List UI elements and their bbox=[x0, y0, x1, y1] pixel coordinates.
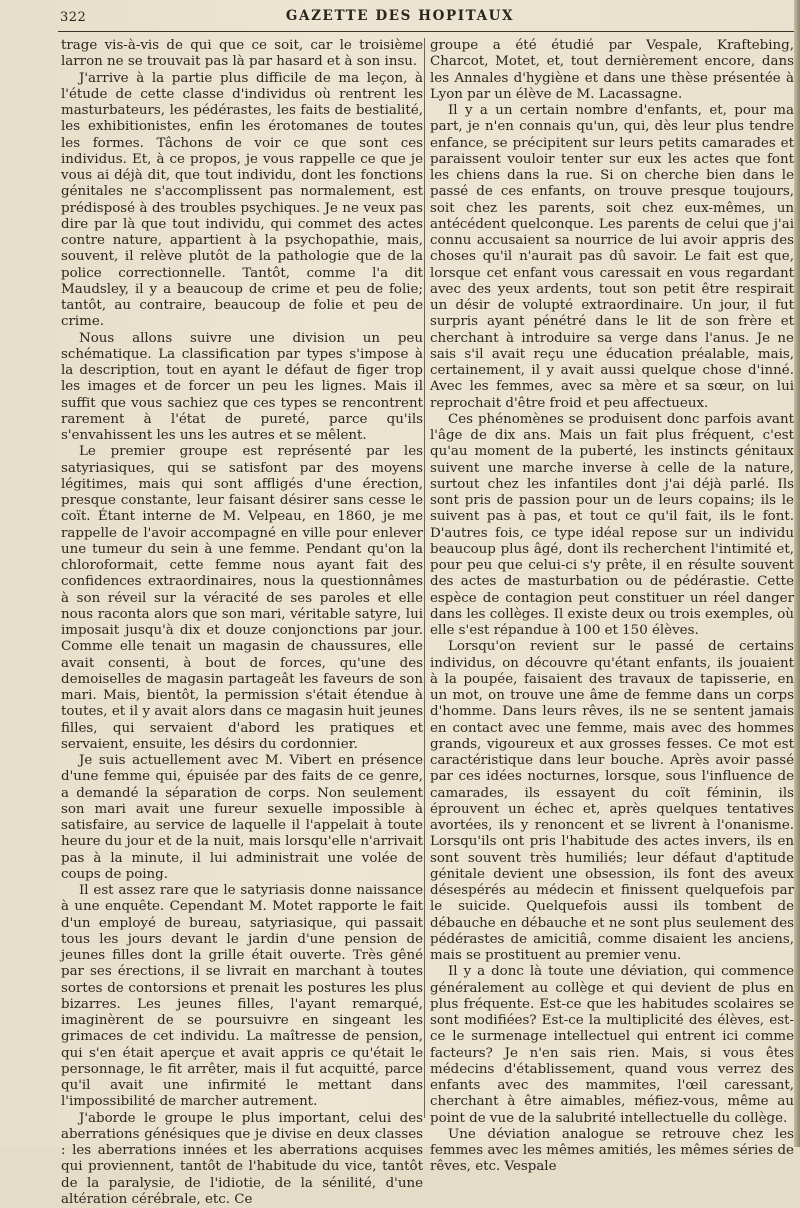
page-header bbox=[0, 4, 800, 30]
paragraph: groupe a été étudié par Vespale, Kraftebing, Charcot, Motet, et, tout dernièrement encore, dans les Annales d'hygiène et dans une thèse présentée à Lyon par un élève de M. Lacassagne. bbox=[430, 38, 794, 103]
paragraph: J'arrive à la partie plus difficile de ma leçon, à l'étude de cette classe d'individus où rentrent les masturbateurs, les pédérastes, les faits de bestialité, les exhibitionistes, enfin les érotomanes de toutes les formes. Tâchons de voir ce que sont ces individus. Et, à ce propos, je vous rappelle ce que je vous ai déjà dit, que tout individu, dont les fonctions génitales ne s'accomplissent pas normalement, est prédisposé à des troubles psychiques. Je ne veux pas dire par là que tout individu, qui commet des actes contre nature, appartient à la psychopathie, mais, souvent, il relève plutôt de la pathologie que de la police correctionnelle. Tantôt, comme l'a dit Maudsley, il y a beaucoup de crime et peu de folie; tantôt, au contraire, beaucoup de folie et peu de crime. bbox=[61, 71, 423, 331]
paragraph: Ces phénomènes se produisent donc parfois avant l'âge de dix ans. Mais un fait plus fréquent, c'est qu'au moment de la puberté, les instincts génitaux suivent une marche inverse à celle de la nature, surtout chez les infantiles dont j'ai déjà parlé. Ils sont pris de passion pour un de leurs copains; ils le suivent pas à pas, et tout ce qu'il fait, ils le font. D'autres fois, ce type idéal repose sur un individu beaucoup plus âgé, dont ils recherchent l'intimité et, pour peu que celui-ci s'y prête, il en résulte souvent des actes de masturbation ou de pédérastie. Cette espèce de contagion peut constituer un réel danger dans les collèges. Il existe deux ou trois exemples, où elle s'est répandue à 100 et 150 élèves. bbox=[430, 412, 794, 640]
right-column bbox=[430, 38, 794, 1176]
page-number: 322 bbox=[60, 10, 86, 25]
paragraph: Il est assez rare que le satyriasis donne naissance à une enquête. Cependant M. Motet rapporte le fait d'un employé de bureau, satyriasique, qui passait tous les jours devant le jardin d'une pension de jeunes filles dont la grille était ouverte. Très gêné par ses érections, il se livrait en marchant à toutes sortes de contorsions et prenait les postures les plus bizarres. Les jeunes filles, l'ayant remarqué, imaginèrent de se poursuivre en singeant les grimaces de cet individu. La maîtresse de pension, qui s'en était aperçue et avait appris ce qu'était le personnage, le fit arrêter, mais il fut acquitté, parce qu'il avait une infirmité le mettant dans l'impossibilité de marcher autrement. bbox=[61, 883, 423, 1111]
paragraph: Il y a donc là toute une déviation, qui commence généralement au collège et qui devient de plus en plus fréquente. Est-ce que les habitudes scolaires se sont modifiées? Est-ce la multiplicité des élèves, est-ce le surmenage intellectuel qui entrent ici comme facteurs? Je n'en sais rien. Mais, si vous êtes médecins d'établissement, quand vous verrez des enfants avec des mammites, l'œil caressant, cherchant à être aimables, méfiez-vous, même au point de vue de la salubrité intellectuelle du collège. bbox=[430, 964, 794, 1127]
page-edge bbox=[794, 0, 800, 1147]
paragraph: Lorsqu'on revient sur le passé de certains individus, on découvre qu'étant enfants, ils jouaient à la poupée, faisaient des travaux de tapisserie, en un mot, on trouve une âme de femme dans un corps d'homme. Dans leurs rêves, ils ne se sentent jamais en contact avec une femme, mais avec des hommes grands, vigoureux et aux grosses fesses. Ce mot est caractéristique dans leur bouche. Après avoir passé par ces idées nocturnes, lorsque, sous l'influence de camarades, ils essayent du coït féminin, ils éprouvent un échec et, après quelques tentatives avortées, ils y renoncent et se livrent à l'onanisme. Lorsqu'ils ont pris l'habitude des actes invers, ils en sont souvent très humiliés; leur défaut d'aptitude génitale devient une obsession, ils font des aveux désespérés au médecin et finissent quelquefois par le suicide. Quelquefois aussi ils tombent de débauche en débauche et ne sont plus seulement des pédérastes de amicitiâ, comme disaient les anciens, mais se prostituent au premier venu. bbox=[430, 639, 794, 964]
paragraph: Je suis actuellement avec M. Vibert en présence d'une femme qui, épuisée par des faits de ce genre, a demandé la séparation de corps. Non seulement son mari avait une fureur sexuelle impossible à satisfaire, au service de laquelle il l'appelait à toute heure du jour et de la nuit, mais lorsqu'elle n'arrivait pas à la minute, il lui administrait une volée de coups de poing. bbox=[61, 753, 423, 883]
left-column bbox=[61, 38, 423, 1208]
paragraph: Nous allons suivre une division un peu schématique. La classification par types s'impose à la description, tout en ayant le défaut de figer trop les images et de forcer un peu les lignes. Mais il suffit que vous sachiez que ces types se rencontrent rarement à l'état de pureté, parce qu'ils s'envahissent les uns les autres et se mêlent. bbox=[61, 331, 423, 445]
header-rule bbox=[58, 31, 794, 32]
paragraph: Le premier groupe est représenté par les satyriasiques, qui se satisfont par des moyens légitimes, mais qui sont affligés d'une érection, presque constante, leur faisant désirer sans cesse le coït. Étant interne de M. Velpeau, en 1860, je me rappelle de l'avoir accompagné en ville pour enlever une tumeur du sein à une femme. Pendant qu'on la chloroformait, cette femme nous ayant fait des confidences extraordinaires, nous la questionnâmes à son réveil sur la véracité de ses paroles et elle nous raconta alors que son mari, véritable satyre, lui imposait jusqu'à dix et douze conjonctions par jour. Comme elle tenait un magasin de chaussures, elle avait consenti, à bout de forces, qu'une des demoiselles de magasin partageât les faveurs de son mari. Mais, bientôt, la permission s'était étendue à toutes, et il y avait alors dans ce magasin huit jeunes filles, qui servaient d'abord les pratiques et servaient, ensuite, les désirs du cordonnier. bbox=[61, 444, 423, 753]
paragraph: J'aborde le groupe le plus important, celui des aberrations génésiques que je divise en deux classes : les aberrations innées et les aberrations acquises qui proviennent, tantôt de l'habitude du vice, tantôt de la paralysie, de l'idiotie, de la sénilité, d'une altération cérébrale, etc. Ce bbox=[61, 1111, 423, 1208]
column-divider bbox=[424, 38, 425, 1118]
page-title: GAZETTE DES HOPITAUX bbox=[0, 8, 800, 24]
paragraph: Il y a un certain nombre d'enfants, et, pour ma part, je n'en connais qu'un, qui, dès leur plus tendre enfance, se précipitent sur leurs petits camarades et paraissent vouloir tenter sur eux les actes que font les chiens dans la rue. Si on cherche bien dans le passé de ces enfants, on trouve presque toujours, soit chez les parents, soit chez eux-mêmes, un antécédent quelconque. Les parents de celui que j'ai connu accusaient sa nourrice de lui avoir appris des choses qu'il n'aurait pas dû savoir. Le fait est que, lorsque cet enfant vous caressait en vous regardant avec des yeux ardents, tout son petit être respirait un désir de volupté extraordinaire. Un jour, il fut surpris ayant pénétré dans le lit de son frère et cherchant à introduire sa verge dans l'anus. Je ne sais s'il avait reçu une éducation préalable, mais, certainement, il y avait aussi quelque chose d'inné. Avec les femmes, avec sa mère et sa sœur, on lui reprochait d'être froid et peu affectueux. bbox=[430, 103, 794, 412]
paragraph: trage vis-à-vis de qui que ce soit, car le troisième larron ne se trouvait pas là par hasard et à son insu. bbox=[61, 38, 423, 71]
paragraph: Une déviation analogue se retrouve chez les femmes avec les mêmes amitiés, les mêmes séries de rêves, etc. Vespale bbox=[430, 1127, 794, 1176]
